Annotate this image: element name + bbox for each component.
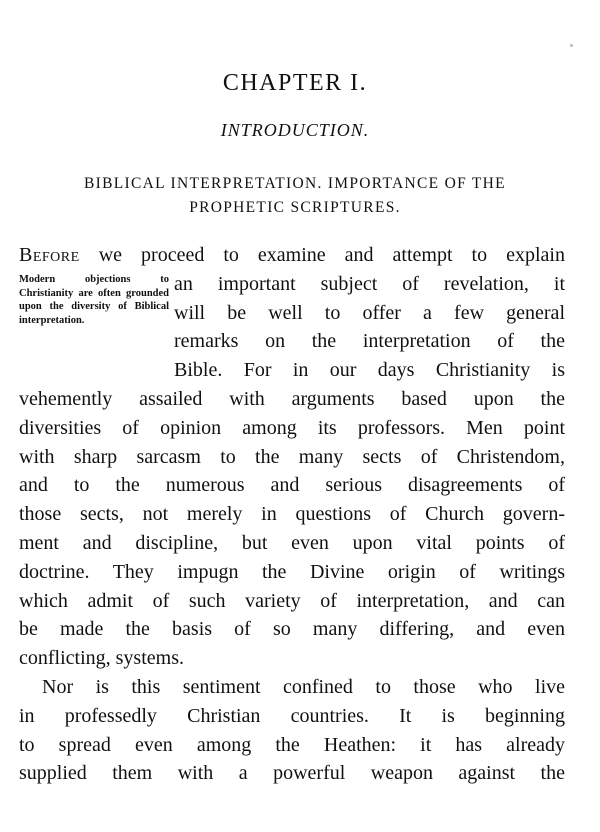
paragraph-1-line: diversities of opinion among its professors. Men point [19,416,565,439]
paragraph-1-line: which admit of such variety of interpretation, and can [19,589,565,612]
text-fragment: we proceed to examine and attempt to explain [79,244,565,266]
paragraph-2-line: Nor is this sentiment confined to those who live [42,676,565,698]
margin-speck [570,44,573,47]
paragraph-1-line: an important subject of revelation, it [174,272,565,295]
margin-sidenote: Modern objections to Christianity are often grounded upon the diversity of Biblical interpretation. [19,274,169,326]
paragraph-2 [19,673,565,788]
section-heading-line-2: PROPHETIC SCRIPTURES. [189,199,401,216]
paragraph-1-line: remarks on the interpretation of the [174,330,565,353]
paragraph-1-line: with sharp sarcasm to the many sects of Christendom, [19,445,565,468]
paragraph-1-line: doctrine. They impugn the Divine origin of writings [19,560,565,583]
paragraph-1-line: be made the basis of so many differing, and even [19,618,565,641]
paragraph-2-line: supplied them with a powerful weapon against the [19,762,565,785]
paragraph-1 [19,241,565,673]
paragraph-1-line: those sects, not merely in questions of Church govern- [19,503,565,526]
paragraph-1-line: conflicting, systems. [19,647,184,670]
paragraph-1-line [19,241,565,270]
section-heading [20,172,570,220]
chapter-subtitle: INTRODUCTION. [220,120,370,140]
paragraph-1-line: will be well to offer a few general [174,301,565,324]
paragraph-1-line: and to the numerous and serious disagreements of [19,474,565,497]
paragraph-1-line: ment and discipline, but even upon vital points of [19,531,565,554]
paragraph-1-line: Bible. For in our days Christianity is [174,359,565,382]
paragraph-2-line: in professedly Christian countries. It is beginning [19,704,565,727]
chapter-title: CHAPTER I. [222,70,368,96]
paragraph-2-line: to spread even among the Heathen: it has already [19,733,565,756]
paragraph-1-line: vehemently assailed with arguments based upon the [19,387,565,410]
opening-word: Before [19,244,80,266]
section-heading-line-1: BIBLICAL INTERPRETATION. IMPORTANCE OF THE [84,175,506,192]
